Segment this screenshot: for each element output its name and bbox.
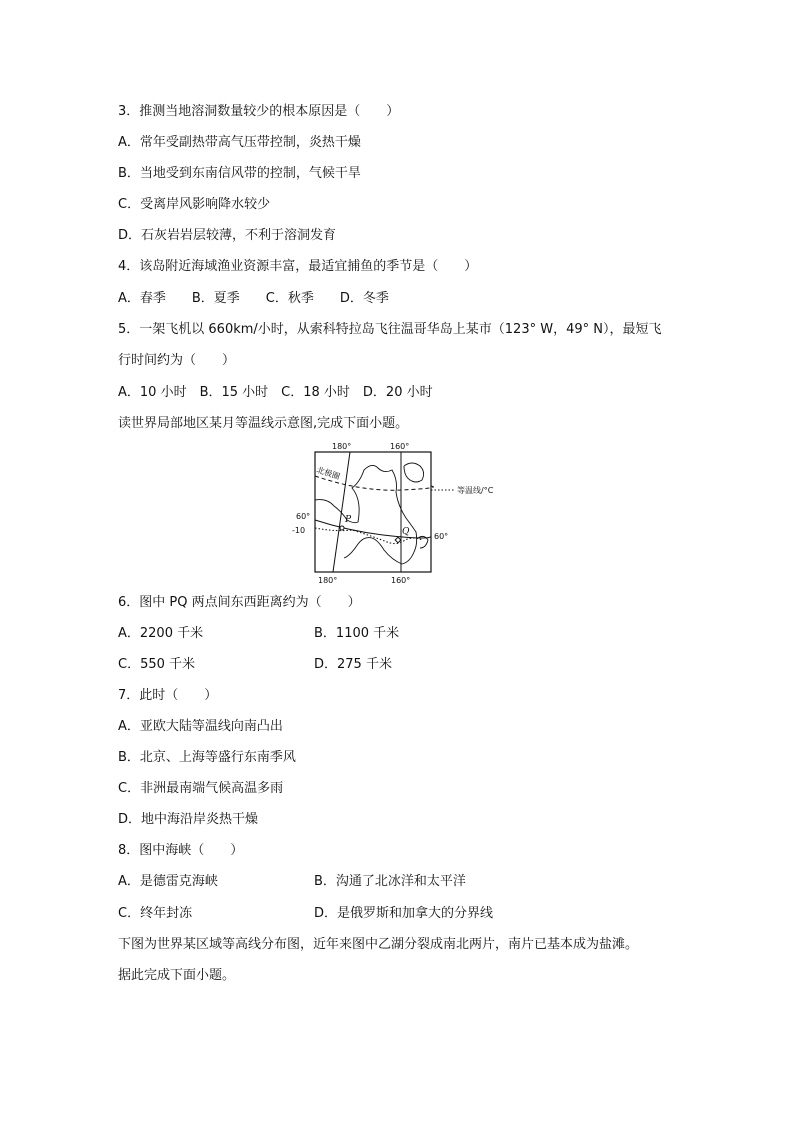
q6-option-a: A．2200 千米 [118, 626, 204, 641]
intro-6-8: 读世界局部地区某月等温线示意图,完成下面小题。 [118, 416, 409, 431]
coastline-island [404, 463, 424, 482]
intro-next-line2: 据此完成下面小题。 [118, 968, 236, 983]
point-p-label: P [345, 515, 352, 525]
q3-stem: 3．推测当地溶洞数量较少的根本原因是（ ） [118, 104, 400, 119]
q3-option-b: B．当地受到东南信风带的控制，气候干旱 [118, 166, 361, 181]
lon-label-bottom-right: 160° [391, 576, 411, 585]
q6-option-c: C．550 千米 [118, 657, 196, 672]
point-p-marker [340, 526, 344, 530]
q7-option-c: C．非洲最南端气候高温多雨 [118, 781, 284, 796]
q5-stem-line1: 5．一架飞机以 660km/小时，从索科特拉岛飞往温哥华岛上某市（123° W，49° N），最短飞 [118, 322, 662, 337]
q6-option-d: D．275 千米 [314, 657, 392, 672]
isotherm-value-label: -10 [292, 526, 306, 535]
lat-label-left: 60° [296, 512, 311, 521]
q7-stem: 7．此时（ ） [118, 688, 218, 703]
lon-label-bottom-left: 180° [318, 576, 338, 585]
lon-label-top-right: 160° [390, 442, 410, 451]
q3-option-a: A．常年受副热带高气压带控制，炎热干燥 [118, 135, 361, 150]
q8-option-c: C．终年封冻 [118, 906, 193, 921]
q4-stem: 4．该岛附近海域渔业资源丰富，最适宜捕鱼的季节是（ ） [118, 259, 478, 274]
intro-next-line1: 下图为世界某区域等高线分布图，近年来图中乙湖分裂成南北两片，南片已基本成为盐滩。 [118, 937, 639, 952]
q7-option-a: A．亚欧大陆等温线向南凸出 [118, 719, 283, 734]
q8-option-b: B．沟通了北冰洋和太平洋 [314, 874, 466, 889]
q8-option-d: D．是俄罗斯和加拿大的分界线 [314, 906, 494, 921]
point-q-marker [395, 537, 401, 543]
q8-option-a: A．是德雷克海峡 [118, 874, 218, 889]
isotherm-map-figure [292, 440, 522, 588]
q4-options: A．春季 B．夏季 C．秋季 D．冬季 [118, 291, 389, 306]
legend-isotherm-label: 等温线/°C [457, 486, 494, 495]
arctic-circle-label: 北极圈 [315, 465, 341, 482]
isotherm-map-svg [292, 440, 522, 588]
q6-option-b: B．1100 千米 [314, 626, 400, 641]
q7-option-d: D．地中海沿岸炎热干燥 [118, 812, 259, 827]
lon-label-top-left: 180° [332, 442, 352, 451]
q6-stem: 6．图中 PQ 两点间东西距离约为（ ） [118, 595, 361, 610]
q5-stem-line2: 行时间约为（ ） [118, 353, 236, 368]
q7-option-b: B．北京、上海等盛行东南季风 [118, 750, 296, 765]
q8-stem: 8．图中海峡（ ） [118, 843, 244, 858]
point-q-label: Q [402, 527, 410, 537]
lat-label-right: 60° [434, 532, 449, 541]
q5-options: A．10 小时 B．15 小时 C．18 小时 D．20 小时 [118, 385, 433, 400]
q3-option-c: C．受离岸风影响降水较少 [118, 197, 271, 212]
q3-option-d: D．石灰岩岩层较薄，不利于溶洞发育 [118, 228, 337, 243]
